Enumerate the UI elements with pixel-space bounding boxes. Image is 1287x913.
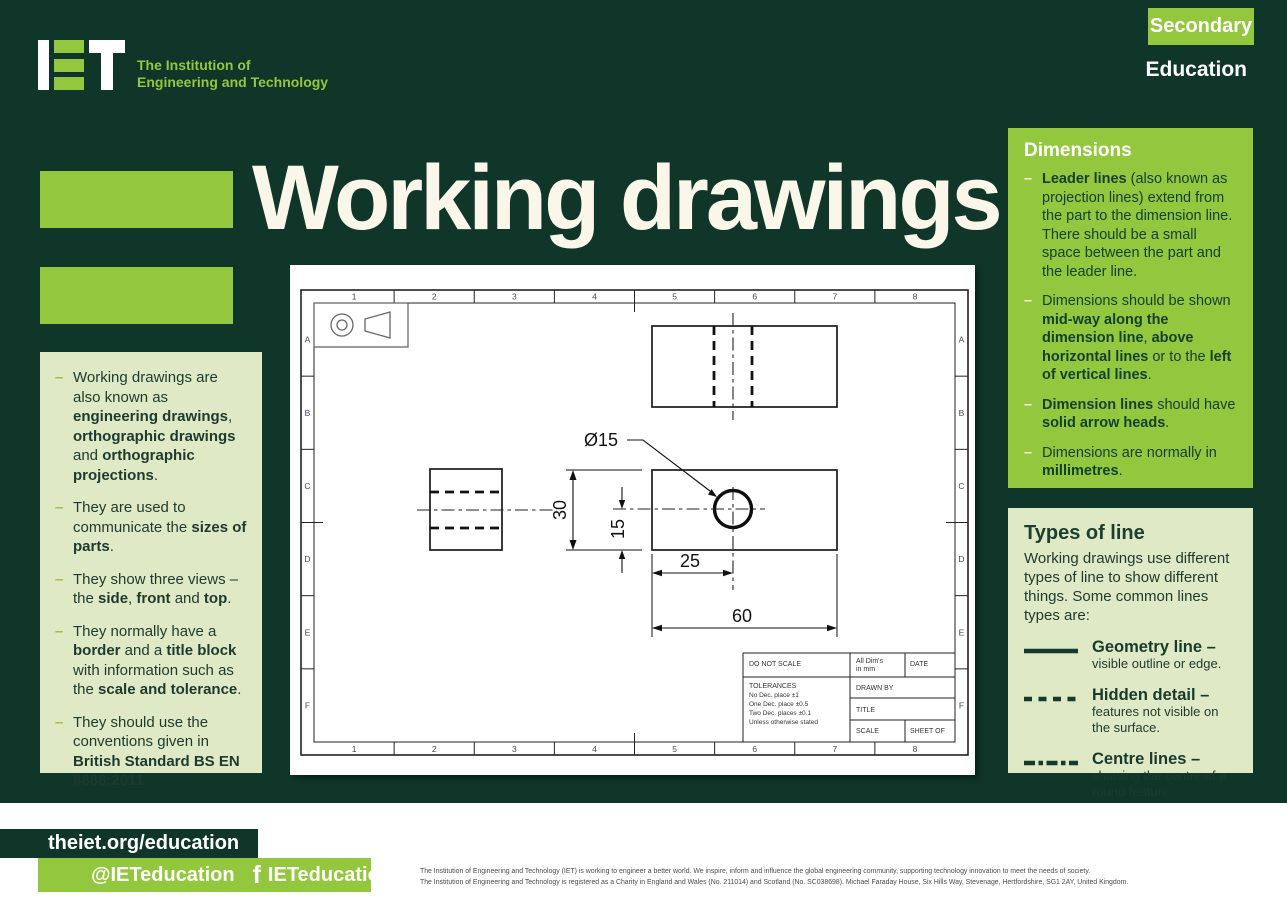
svg-text:4: 4 xyxy=(592,744,597,754)
legal-text xyxy=(420,866,1248,888)
iet-logo xyxy=(38,40,328,91)
page-title: Working drawings xyxy=(252,147,1000,249)
working-drawing-sheet xyxy=(290,265,975,775)
legal-line-1: The Institution of Engineering and Technology (IET) is working to engineer a better world. We inspire, inform and influence the global engineering community, supporting technology innovation to meet the needs of society. xyxy=(420,868,1091,875)
svg-text:7: 7 xyxy=(832,744,838,754)
types-panel-intro: Working drawings use different types of line to show different things. Some common lines types are: xyxy=(1024,550,1230,624)
logo-text-line2: Engineering and Technology xyxy=(137,74,329,90)
title-block xyxy=(743,653,955,742)
tb-do-not-scale: DO NOT SCALE xyxy=(749,661,801,668)
dim-60: 60 xyxy=(731,606,753,626)
line-type-label: Hidden detail – features not visible on the surface. xyxy=(1092,686,1219,735)
education-label: Education xyxy=(1145,58,1247,81)
brand-bar-1 xyxy=(40,171,233,228)
types-of-line-panel xyxy=(1008,508,1253,799)
svg-text:B: B xyxy=(304,407,311,418)
tb-tol-1: No Dec. place ±1 xyxy=(749,692,799,699)
side-view xyxy=(417,469,557,550)
dimensions-bullet-text: Leader lines (also known as projection lines) extend from the part to the dimension line. There should be a small space between the part and the leader line. xyxy=(1042,171,1233,280)
bullet-dash: – xyxy=(55,499,64,516)
dimensions-bullet-text: Dimension lines should have solid arrow heads. xyxy=(1042,396,1236,431)
line-type-row xyxy=(1024,687,1239,736)
dimensions-bullet xyxy=(1024,170,1239,281)
bullet-dash: – xyxy=(55,622,64,640)
svg-text:A: A xyxy=(958,334,965,345)
secondary-badge: Secondary xyxy=(1148,8,1254,45)
intro-bullet xyxy=(55,368,248,485)
website-link[interactable]: theiet.org/education xyxy=(0,829,258,858)
dimension-annotations xyxy=(550,430,837,637)
types-panel-title: Types of line xyxy=(1024,522,1145,544)
tb-tol-4: Unless otherwise stated xyxy=(749,719,819,726)
svg-text:7: 7 xyxy=(832,291,838,302)
tb-sheet-of: SHEET OF xyxy=(910,728,945,735)
svg-text:F: F xyxy=(958,700,965,711)
intro-panel xyxy=(40,352,262,789)
svg-text:8: 8 xyxy=(912,291,918,302)
tb-all-dims-2: in mm xyxy=(856,666,876,673)
dimensions-bullet-text: Dimensions are normally in millimetres. xyxy=(1042,444,1217,479)
centre-line-sample-icon xyxy=(1024,758,1078,768)
svg-text:1: 1 xyxy=(351,291,357,302)
intro-bullet xyxy=(55,498,248,557)
svg-text:D: D xyxy=(304,554,311,565)
tb-title: TITLE xyxy=(856,707,876,714)
social-bar xyxy=(38,858,393,892)
iet-logo-text xyxy=(137,57,328,91)
dim-30: 30 xyxy=(550,499,570,521)
svg-text:6: 6 xyxy=(752,291,758,302)
dim-15: 15 xyxy=(608,518,628,540)
tb-all-dims-1: All Dim's xyxy=(856,658,884,665)
dim-25: 25 xyxy=(679,551,701,571)
dimensions-panel-title: Dimensions xyxy=(1024,140,1132,161)
line-type-row xyxy=(1024,751,1239,800)
intro-bullet-text: Working drawings are also known as engineering drawings, orthographic drawings and orthographic projections. xyxy=(73,369,236,484)
svg-text:6: 6 xyxy=(752,744,758,754)
intro-bullet xyxy=(55,622,248,700)
bullet-dash: – xyxy=(55,713,64,731)
top-view xyxy=(652,313,837,420)
line-type-row xyxy=(1024,639,1239,672)
logo-text-line1: The Institution of xyxy=(137,57,251,73)
bullet-dash: – xyxy=(1024,396,1033,413)
dimensions-bullet xyxy=(1024,444,1239,481)
svg-text:E: E xyxy=(958,627,965,638)
intro-bullet-text: They are used to communicate the sizes of parts. xyxy=(73,499,247,555)
dimensions-panel xyxy=(1008,128,1253,488)
bullet-dash: – xyxy=(55,369,64,386)
iet-logo-letters-icon xyxy=(38,40,125,90)
brand-bar-2 xyxy=(40,267,233,324)
tb-tol-3: Two Dec. places ±0.1 xyxy=(749,710,812,717)
bullet-dash: – xyxy=(1024,293,1033,309)
svg-text:3: 3 xyxy=(511,291,517,302)
dim-diameter-15: Ø15 xyxy=(584,430,619,450)
intro-bullet xyxy=(55,570,248,609)
third-angle-projection-symbol-icon xyxy=(314,303,408,347)
svg-text:2: 2 xyxy=(431,291,437,302)
bullet-dash: – xyxy=(55,570,64,588)
facebook-icon: f xyxy=(252,860,261,889)
bullet-dash: – xyxy=(1024,171,1033,187)
tb-drawn-by: DRAWN BY xyxy=(856,685,894,692)
tb-date: DATE xyxy=(910,661,929,668)
svg-text:C: C xyxy=(304,480,311,491)
svg-text:B: B xyxy=(958,407,965,418)
geometry-line-sample-icon xyxy=(1024,646,1078,656)
twitter-handle[interactable]: @IETeducation xyxy=(91,863,235,886)
dimensions-bullet xyxy=(1024,396,1239,433)
svg-text:8: 8 xyxy=(912,744,918,754)
tb-scale: SCALE xyxy=(856,728,879,735)
tb-tolerances: TOLERANCES xyxy=(749,683,797,690)
svg-text:5: 5 xyxy=(672,744,677,754)
dimensions-bullet-text: Dimensions should be shown mid-way along the dimension line, above horizontal lines or to the left of vertical lines. xyxy=(1042,293,1232,383)
svg-text:5: 5 xyxy=(672,291,677,302)
legal-line-2: The Institution of Engineering and Technology is registered as a Charity in England and Wales (No. 211014) and Scotland (No. SC038698). Michael Faraday House, Six Hills Way, Stevenage, Hertfordshire, SG1 2AY, United Kingdom. xyxy=(420,879,1129,886)
intro-bullet-text: They normally have a border and a title block with information such as the scale and tolerance. xyxy=(73,622,242,698)
line-type-label: Geometry line – visible outline or edge. xyxy=(1092,638,1222,671)
svg-text:2: 2 xyxy=(431,744,437,754)
svg-text:D: D xyxy=(958,554,965,565)
intro-bullet-text: They show three views – the side, front and top. xyxy=(73,570,239,607)
tb-tol-2: One Dec. place ±0.5 xyxy=(749,701,809,708)
svg-text:C: C xyxy=(958,480,965,491)
bullet-dash: – xyxy=(1024,444,1033,461)
svg-text:F: F xyxy=(304,700,311,711)
line-type-label: Centre lines – showing the centre of a round feature. xyxy=(1092,750,1227,799)
svg-text:E: E xyxy=(304,627,311,638)
svg-text:4: 4 xyxy=(592,291,597,302)
svg-text:A: A xyxy=(304,334,311,345)
svg-text:3: 3 xyxy=(511,744,517,754)
intro-bullet xyxy=(55,713,248,791)
hidden-detail-line-sample-icon xyxy=(1024,694,1078,704)
facebook-handle[interactable]: IETeducation xyxy=(267,863,393,886)
dimensions-bullet xyxy=(1024,292,1239,385)
intro-bullet-text: They should use the conventions given in British Standard BS EN 8888:2011 xyxy=(73,713,240,789)
svg-text:1: 1 xyxy=(351,744,357,754)
